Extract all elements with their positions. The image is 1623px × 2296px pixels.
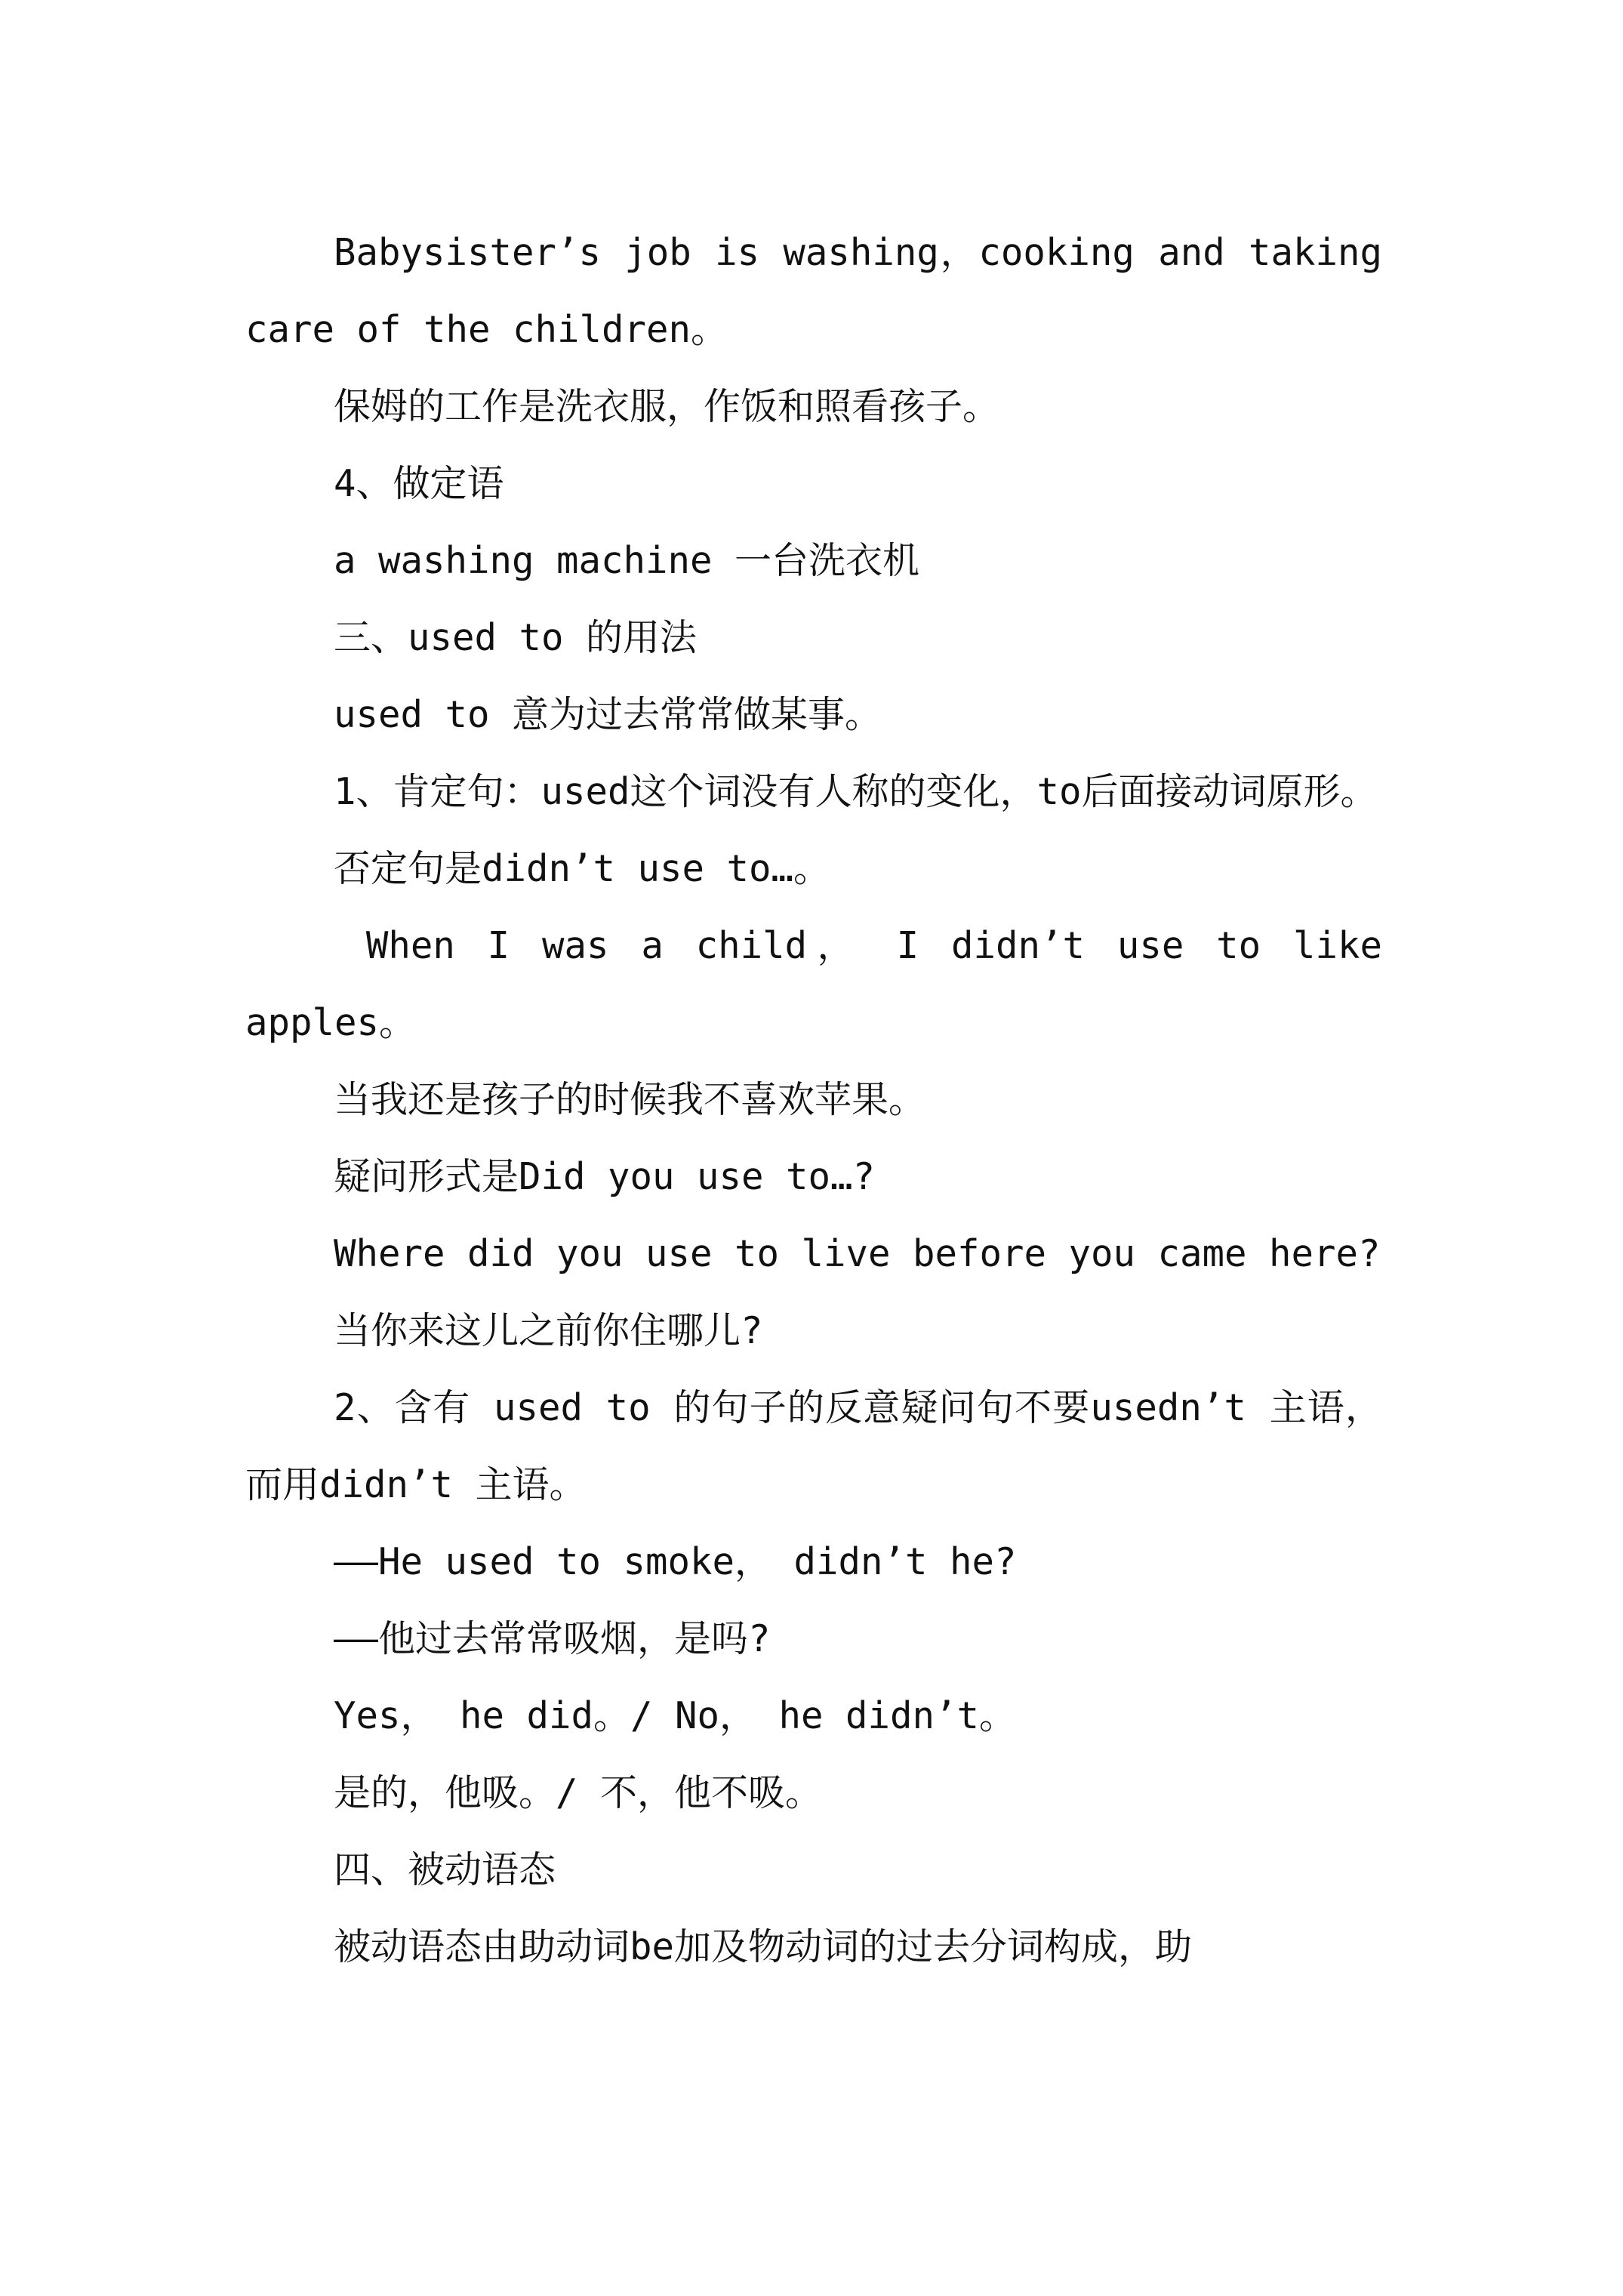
paragraph-child-apples-translation: 当我还是孩子的时候我不喜欢苹果。 (334, 1078, 926, 1121)
paragraph-tag-question-rule: 2、含有 used to 的句子的反意疑问句不要usedn’t 主语，而用didn’t 主语。 (245, 1386, 1382, 1506)
paragraph-passive-rule: 被动语态由助动词be加及物动词的过去分词构成，助 (334, 1925, 1193, 1968)
paragraph-babysitter-job: Babysister’s job is washing，cooking and taking care of the children。 (245, 231, 1405, 351)
paragraph-heading-passive: 四、被动语态 (334, 1848, 556, 1891)
paragraph-heading-used-to: 三、used to 的用法 (334, 616, 698, 659)
document-body (245, 214, 1405, 1986)
paragraph-smoke-example: ——He used to smoke， didn’t he? (334, 1540, 1017, 1583)
paragraph-heading-attributive: 4、做定语 (334, 462, 504, 505)
paragraph-negative-form: 否定句是didn’t use to…。 (334, 847, 831, 890)
paragraph-child-apples: When I was a child， I didn’t use to like apples。 (245, 924, 1405, 1044)
paragraph-babysitter-translation: 保姆的工作是洗衣服，作饭和照看孩子。 (334, 385, 1000, 428)
paragraph-affirmative-rule: 1、肯定句：used这个词没有人称的变化，to后面接动词原形。 (334, 770, 1378, 813)
paragraph-smoke-translation: ——他过去常常吸烟，是吗? (334, 1617, 771, 1660)
paragraph-question-form: 疑问形式是Did you use to…? (334, 1155, 876, 1198)
paragraph-yes-no-answer: Yes， he did。/ No， he didn’t。 (334, 1694, 1017, 1737)
paragraph-where-live: Where did you use to live before you came here? (334, 1232, 1381, 1275)
paragraph-washing-machine: a washing machine 一台洗衣机 (334, 539, 920, 582)
paragraph-where-live-translation: 当你来这儿之前你住哪儿? (334, 1309, 763, 1352)
paragraph-yes-no-translation: 是的，他吸。/ 不，他不吸。 (334, 1771, 823, 1814)
paragraph-used-to-meaning: used to 意为过去常常做某事。 (334, 693, 882, 736)
